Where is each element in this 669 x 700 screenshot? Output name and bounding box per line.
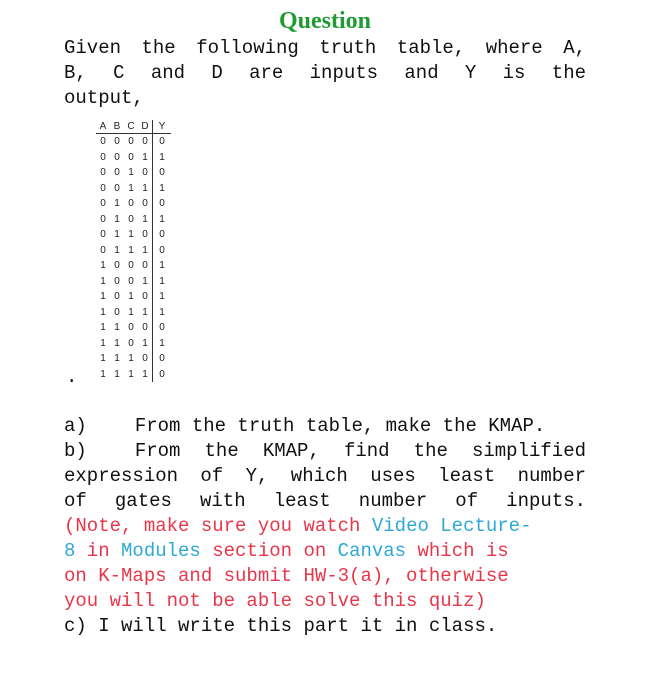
table-cell: 0 (128, 151, 134, 163)
table-cell: 0 (159, 229, 165, 240)
table-cell: 0 (159, 198, 165, 209)
lecture-number[interactable]: 8 (64, 540, 76, 562)
intro-line-1: Given the following truth table, where A, (64, 37, 586, 59)
table-cell: 0 (128, 213, 134, 225)
table-row (96, 134, 171, 150)
table-cell: 1 (100, 291, 106, 302)
table-cell: 0 (159, 167, 165, 178)
table-cell: 1 (100, 322, 106, 333)
question-intro (64, 36, 586, 111)
table-cell: 1 (128, 306, 134, 318)
table-row (96, 227, 171, 243)
page-title: Question (278, 8, 371, 34)
note-line-1 (64, 514, 586, 539)
table-cell: 1 (138, 181, 153, 197)
table-cell: 0 (114, 151, 120, 163)
truth-table (96, 120, 171, 382)
modules-link[interactable]: Modules (121, 540, 201, 562)
table-cell: 0 (114, 306, 120, 318)
note-text: which is (406, 540, 509, 562)
note-line-4: you will not be able solve this quiz) (64, 590, 486, 612)
table-row (96, 305, 171, 321)
table-cell: 0 (114, 136, 120, 147)
table-cell: 0 (159, 368, 165, 380)
table-cell: 1 (128, 353, 134, 364)
table-cell: 1 (128, 291, 134, 302)
table-cell: 0 (138, 165, 153, 181)
table-cell: 0 (114, 275, 120, 287)
table-cell: 0 (159, 244, 165, 256)
table-row (96, 351, 171, 367)
table-cell: 0 (138, 227, 153, 243)
table-cell: 0 (138, 134, 153, 150)
table-cell: 0 (159, 322, 165, 333)
table-cell: 0 (100, 213, 106, 225)
table-cell: 0 (128, 275, 134, 287)
table-row (96, 258, 171, 274)
header-b: B (110, 120, 124, 134)
part-b (64, 439, 586, 464)
table-cell: 1 (159, 213, 165, 225)
intro-line-3: output, (64, 87, 144, 109)
table-cell: 1 (114, 337, 120, 349)
table-row (96, 196, 171, 212)
table-cell: 0 (114, 260, 120, 271)
table-cell: 1 (138, 305, 153, 321)
header-c: C (124, 120, 138, 134)
header-a: A (96, 120, 110, 134)
table-cell: 0 (138, 351, 153, 367)
header-y: Y (153, 120, 172, 134)
table-cell: 0 (100, 229, 106, 240)
table-cell: 1 (159, 151, 165, 163)
table-cell: 0 (114, 291, 120, 302)
part-a-marker: a) (64, 415, 87, 437)
header-d: D (138, 120, 153, 134)
table-cell: 1 (159, 306, 165, 318)
table-cell: 1 (100, 368, 106, 380)
table-cell: 1 (114, 368, 120, 380)
video-lecture-link[interactable]: Video Lecture- (371, 515, 532, 537)
table-cell: 0 (138, 196, 153, 212)
table-cell: 0 (100, 136, 106, 147)
bullet-dot: . (66, 366, 78, 388)
table-cell: 0 (100, 244, 106, 256)
note-line-2 (64, 539, 586, 564)
canvas-link[interactable]: Canvas (337, 540, 407, 562)
truth-table-body (96, 134, 171, 383)
table-cell: 1 (138, 212, 153, 228)
table-cell: 1 (114, 353, 120, 364)
table-cell: 1 (159, 291, 165, 302)
table-cell: 0 (159, 353, 165, 364)
table-cell: 1 (114, 213, 120, 225)
question-parts (64, 414, 586, 639)
table-cell: 1 (138, 367, 153, 383)
table-cell: 1 (138, 243, 153, 259)
table-row (96, 274, 171, 290)
table-cell: 1 (100, 275, 106, 287)
table-cell: 1 (114, 198, 120, 209)
table-cell: 1 (114, 322, 120, 333)
table-cell: 1 (128, 167, 134, 178)
table-cell: 1 (159, 260, 165, 271)
table-row (96, 320, 171, 336)
table-cell: 0 (114, 182, 120, 194)
table-row (96, 367, 171, 383)
part-b-text: From the KMAP, find the simplified (134, 440, 586, 462)
part-b-marker: b) (64, 440, 87, 462)
table-cell: 0 (100, 151, 106, 163)
table-cell: 1 (100, 260, 106, 271)
table-cell: 0 (114, 167, 120, 178)
part-a-text: From the truth table, make the KMAP. (134, 415, 546, 437)
table-cell: 0 (128, 198, 134, 209)
table-row (96, 150, 171, 166)
table-cell: 1 (159, 182, 165, 194)
note-text: in (75, 540, 122, 562)
table-cell: 0 (159, 136, 165, 147)
table-cell: 0 (128, 136, 134, 147)
table-row (96, 165, 171, 181)
table-cell: 0 (138, 320, 153, 336)
intro-line-2: B, C and D are inputs and Y is the (64, 62, 586, 84)
table-row (96, 181, 171, 197)
table-cell: 1 (114, 244, 120, 256)
truth-table-header (96, 120, 171, 134)
note-text: (Note, make sure you watch (64, 515, 372, 537)
table-cell: 1 (128, 368, 134, 380)
table-cell: 0 (100, 182, 106, 194)
table-cell: 0 (128, 337, 134, 349)
table-cell: 1 (159, 337, 165, 349)
table-cell: 1 (138, 274, 153, 290)
table-cell: 1 (128, 182, 134, 194)
part-c: c) I will write this part it in class. (64, 615, 498, 637)
table-cell: 1 (128, 244, 134, 256)
note-text: section on (200, 540, 338, 562)
table-cell: 1 (100, 306, 106, 318)
table-row (96, 289, 171, 305)
table-cell: 0 (138, 258, 153, 274)
part-b-line-3: of gates with least number of inputs. (64, 490, 586, 512)
table-row (96, 243, 171, 259)
table-cell: 1 (138, 336, 153, 352)
table-cell: 1 (138, 150, 153, 166)
table-cell: 0 (100, 198, 106, 209)
table-cell: 1 (100, 337, 106, 349)
table-cell: 0 (128, 260, 134, 271)
table-row (96, 212, 171, 228)
part-b-line-2: expression of Y, which uses least number (64, 465, 586, 487)
table-cell: 1 (128, 229, 134, 240)
table-cell: 0 (138, 289, 153, 305)
part-a (64, 414, 586, 439)
table-row (96, 336, 171, 352)
table-cell: 0 (128, 322, 134, 333)
table-cell: 0 (100, 167, 106, 178)
table-cell: 1 (114, 229, 120, 240)
table-cell: 1 (159, 275, 165, 287)
table-cell: 1 (100, 353, 106, 364)
note-line-3: on K-Maps and submit HW-3(a), otherwise (64, 565, 509, 587)
